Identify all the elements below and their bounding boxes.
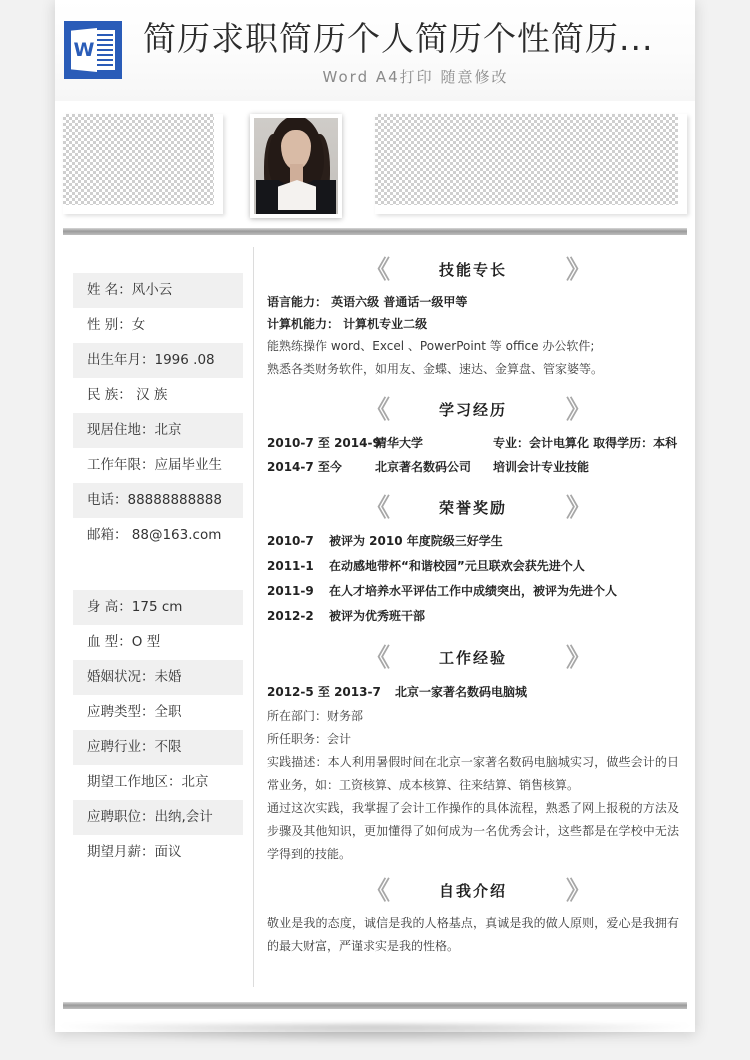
icon-letter-w: W: [73, 39, 95, 61]
info-row-salary: 期望月薪：面议: [87, 844, 182, 860]
spacer: [267, 866, 679, 876]
spacer: [267, 629, 679, 643]
resume-page: [55, 0, 695, 1032]
section-header-skills: [267, 255, 679, 285]
divider-bar-bottom: [63, 1002, 687, 1009]
page-title: 简历求职简历个人简历个性简历...: [143, 19, 654, 58]
word-document-icon: [64, 21, 122, 79]
work-date: 2012-5 至 2013-7: [267, 685, 381, 699]
hatch-placeholder-left: [63, 114, 223, 214]
education-org: 清华大学: [375, 436, 424, 450]
icon-line-1: [97, 34, 113, 36]
info-row-position: 应聘职位：出纳,会计: [73, 800, 243, 835]
info-row-email: 邮箱： 88@163.com: [87, 527, 222, 543]
honor-row: [267, 579, 679, 604]
info-row-bloodtype: 血 型：O 型: [87, 634, 161, 650]
info-row-height: 身 高：175 cm: [73, 590, 243, 625]
education-major: 专业：会计电算化 取得学历：本科: [493, 436, 678, 450]
spacer: [267, 479, 679, 493]
info-row-location: 期望工作地区：北京: [87, 774, 209, 790]
chevron-right-icon: 》: [566, 643, 592, 672]
work-position: 所任职务：会计: [267, 732, 352, 746]
honor-text: 在人才培养水平评估工作中成绩突出，被评为先进个人: [329, 584, 618, 598]
divider-bar-top: [63, 228, 687, 235]
honor-text: 在动感地带杯“和谐校园”元旦联欢会获先进个人: [329, 559, 585, 573]
skills-computer: 计算机能力： 计算机专业二级: [267, 317, 428, 331]
icon-line-4: [97, 49, 113, 51]
resume-body: [55, 235, 695, 1002]
section-title-honors: 荣誉奖励: [438, 499, 507, 517]
education-date: 2014-7 至今: [267, 460, 342, 474]
skills-office: 能熟练操作 word、Excel 、PowerPoint 等 office 办公软件;: [267, 339, 595, 353]
icon-line-7: [97, 64, 113, 66]
chevron-left-icon: 《: [365, 876, 391, 905]
chevron-left-icon: 《: [365, 493, 391, 522]
work-description-2: 通过这次实践，我掌握了会计工作操作的具体流程，熟悉了网上报税的方法及步骤及其他知识，更加懂得了如何成为一名优秀会计，这些都是在学校中无法学得到的技能。: [267, 801, 679, 861]
section-title-intro: 自我介绍: [438, 882, 507, 900]
section-title-work: 工作经验: [438, 649, 507, 667]
honor-row: [267, 604, 679, 629]
page-header: [55, 0, 695, 101]
info-row-residence: 现居住地：北京: [73, 413, 243, 448]
work-row: [267, 679, 679, 705]
section-header-honors: [267, 493, 679, 523]
honor-row: [267, 529, 679, 554]
education-row: [267, 455, 679, 479]
icon-line-2: [97, 39, 113, 41]
chevron-left-icon: 《: [365, 395, 391, 424]
info-row-phone: 电话：88888888888: [73, 483, 243, 518]
page-drop-shadow: [60, 1024, 690, 1044]
portrait-photo-frame: [250, 114, 342, 218]
info-row-gender: 性 别：女: [87, 317, 146, 333]
resume-content-column: [267, 255, 679, 958]
spacer: [267, 381, 679, 395]
hatch-placeholder-right: [375, 114, 687, 214]
section-header-intro: [267, 876, 679, 906]
section-header-education: [267, 395, 679, 425]
skills-language: 语言能力： 英语六级 普通话一级甲等: [267, 295, 468, 309]
work-company: 北京一家著名数码电脑城: [395, 685, 528, 699]
chevron-right-icon: 》: [566, 493, 592, 522]
info-row-ethnicity: 民 族： 汉 族: [87, 387, 168, 403]
info-row-job-type: 应聘类型：全职: [87, 704, 182, 720]
honor-date: 2012-2: [267, 609, 314, 623]
education-major: 培训会计专业技能: [493, 460, 590, 474]
icon-line-6: [97, 59, 113, 61]
chevron-right-icon: 》: [566, 395, 592, 424]
page-subtitle: Word A4打印 随意修改: [322, 68, 509, 86]
info-row-experience: 工作年限：应届毕业生: [87, 457, 222, 473]
honor-date: 2011-1: [267, 559, 314, 573]
chevron-right-icon: 》: [566, 255, 592, 284]
personal-info-column: [73, 273, 243, 870]
honor-date: 2010-7: [267, 534, 314, 548]
education-org: 北京著名数码公司: [375, 460, 472, 474]
honor-text: 被评为 2010 年度院级三好学生: [329, 534, 503, 548]
section-title-skills: 技能专长: [438, 261, 507, 279]
honor-row: [267, 554, 679, 579]
education-row: [267, 431, 679, 455]
chevron-left-icon: 《: [365, 643, 391, 672]
info-group-spacer: [73, 553, 243, 590]
education-date: 2010-7 至 2014-9: [267, 436, 381, 450]
skills-finance: 熟悉各类财务软件，如用友、金蝶、速达、金算盘、管家婆等。: [267, 362, 604, 376]
work-description-1: 实践描述：本人利用暑假时间在北京一家著名数码电脑城实习，做些会计的日常业务，如：工资核算、成本核算、往来结算、销售核算。: [267, 755, 679, 792]
honor-date: 2011-9: [267, 584, 314, 598]
info-row-industry: 应聘行业：不限: [73, 730, 243, 765]
chevron-left-icon: 《: [365, 255, 391, 284]
section-title-education: 学习经历: [438, 401, 507, 419]
section-header-work: [267, 643, 679, 673]
chevron-right-icon: 》: [566, 876, 592, 905]
honor-text: 被评为优秀班干部: [329, 609, 426, 623]
work-department: 所在部门：财务部: [267, 709, 364, 723]
info-row-marital: 婚姻状况：未婚: [73, 660, 243, 695]
intro-text: 敬业是我的态度，诚信是我的人格基点，真诚是我的做人原则，爱心是我拥有的最大财富，严谨求实是我的性格。: [267, 916, 679, 953]
photo-banner: [55, 101, 695, 228]
icon-line-3: [97, 44, 113, 46]
column-divider: [253, 247, 254, 987]
portrait-photo: [254, 118, 338, 214]
info-row-name: 姓 名：风小云: [73, 273, 243, 308]
info-row-birth: 出生年月：1996 .08: [73, 343, 243, 378]
icon-line-5: [97, 54, 113, 56]
